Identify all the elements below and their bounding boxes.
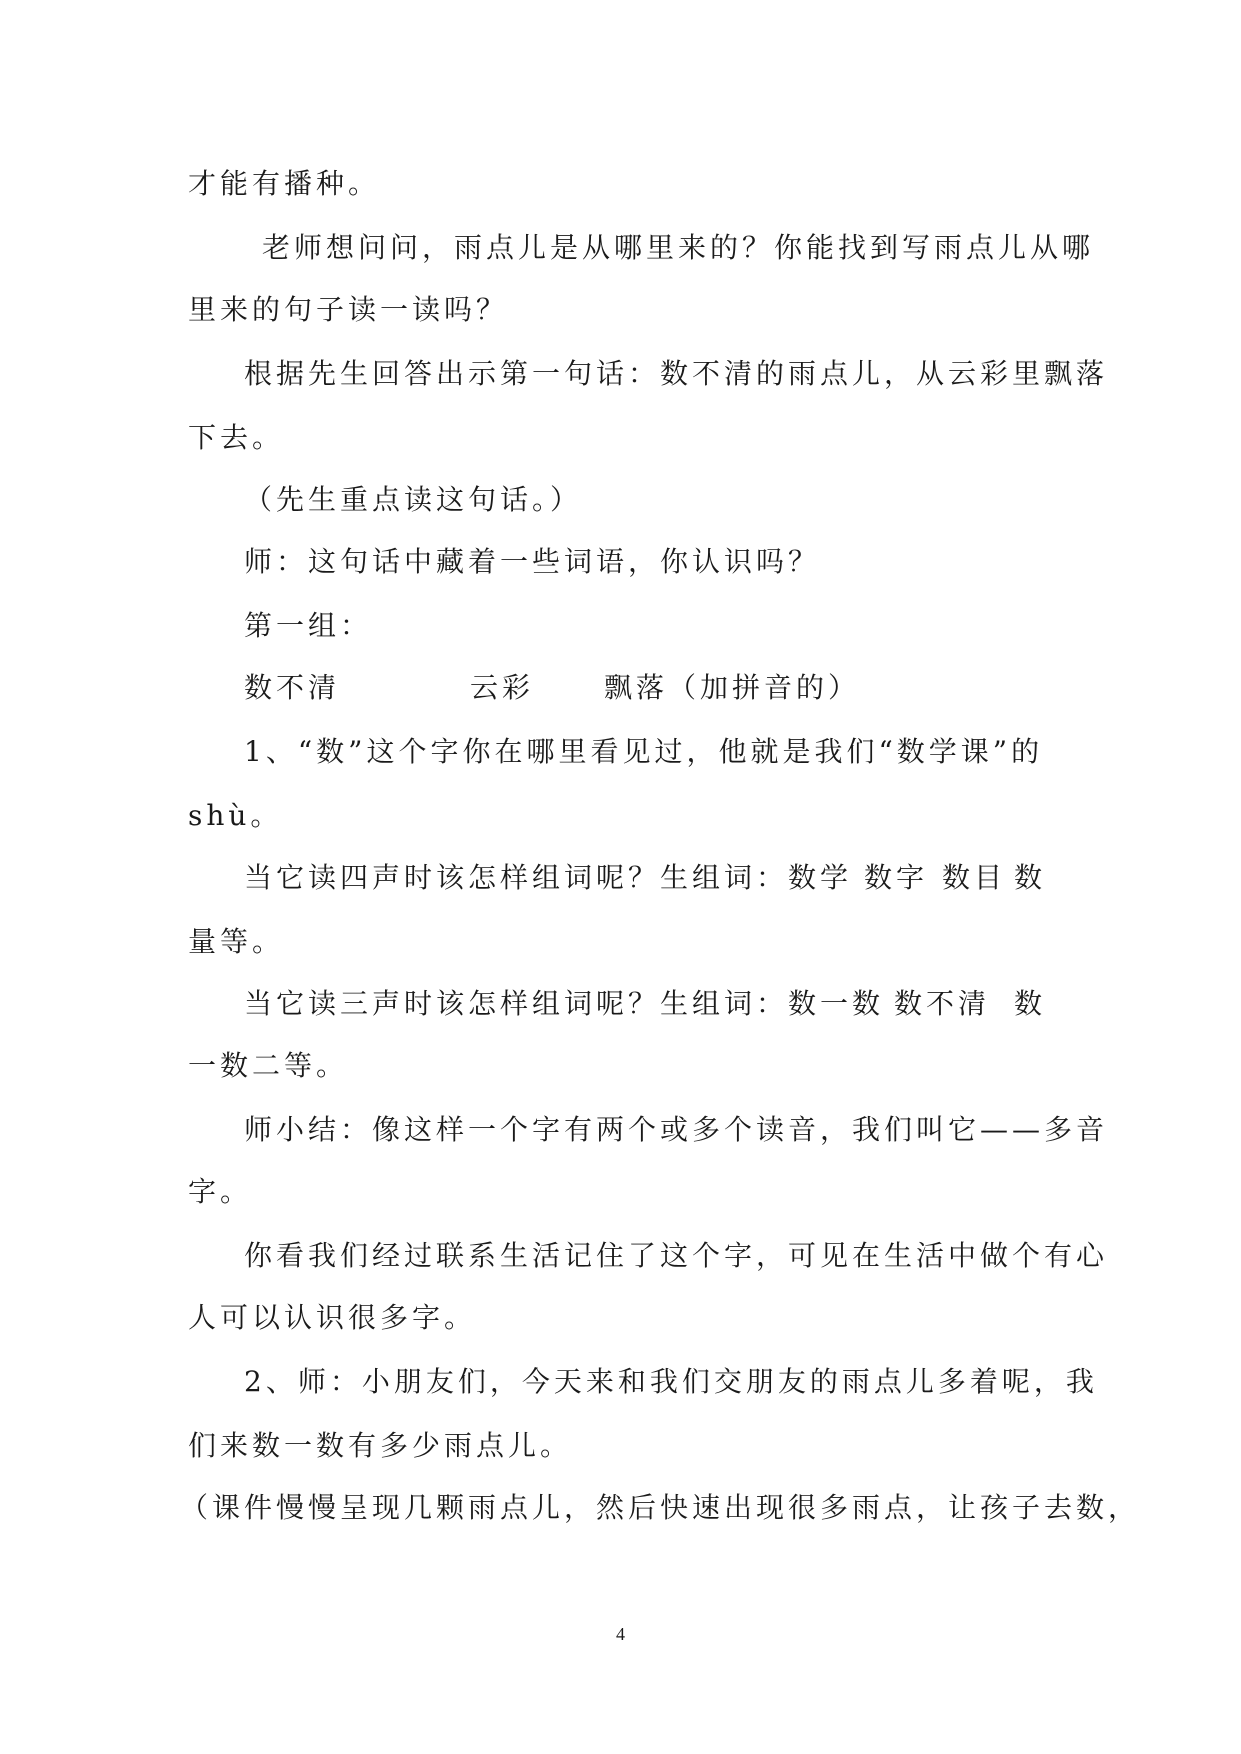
- text-line: 们来数一数有多少雨点儿。: [188, 1429, 573, 1462]
- page-number: 4: [616, 1624, 625, 1644]
- text-line: 师：这句话中藏着一些词语，你认识吗？: [244, 545, 821, 578]
- text-line: 第一组：: [244, 609, 373, 642]
- text-line: 当它读四声时该怎样组词呢？生组词：数学: [244, 861, 853, 894]
- text-line: 你看我们经过联系生活记住了这个字，可见在生活中做个有心: [244, 1239, 1109, 1272]
- text-line: 量等。: [188, 925, 285, 958]
- pinyin-line: shù。: [188, 799, 283, 832]
- text-line: 师小结：像这样一个字有两个或多个读音，我们叫它——多音: [244, 1113, 1109, 1146]
- word-item: 数: [1014, 987, 1047, 1020]
- text-line: 根据先生回答出示第一句话：数不清的雨点儿，从云彩里飘落: [244, 357, 1109, 390]
- word-item: 数不清: [244, 671, 341, 704]
- word-item: 数目: [942, 861, 1007, 894]
- text-line: 人可以认识很多字。: [188, 1301, 477, 1334]
- text-line: 当它读三声时该怎样组词呢？生组词：数一数: [244, 987, 885, 1020]
- word-item: 数: [1014, 861, 1047, 894]
- word-item: 数字: [864, 861, 929, 894]
- word-item: 云彩: [470, 671, 535, 704]
- text-line: 才能有播种。: [188, 167, 381, 200]
- text-line: 1、“数”这个字你在哪里看见过，他就是我们“数学课”的: [244, 735, 1044, 768]
- word-item: 飘落（加拼音的）: [604, 671, 861, 704]
- text-line: 老师想问问，雨点儿是从哪里来的？你能找到写雨点儿从哪: [262, 231, 1095, 264]
- text-line: （课件慢慢呈现几颗雨点儿，然后快速出现很多雨点，让孩子去数，: [180, 1491, 1141, 1524]
- text-line: 下去。: [188, 421, 285, 454]
- text-line: （先生重点读这句话。）: [244, 483, 583, 516]
- text-line: 一数二等。: [188, 1049, 349, 1082]
- text-line: 2、师：小朋友们，今天来和我们交朋友的雨点儿多着呢，我: [244, 1365, 1098, 1398]
- text-line: 里来的句子读一读吗？: [188, 293, 509, 326]
- text-line: 字。: [188, 1175, 253, 1208]
- word-item: 数不清: [894, 987, 991, 1020]
